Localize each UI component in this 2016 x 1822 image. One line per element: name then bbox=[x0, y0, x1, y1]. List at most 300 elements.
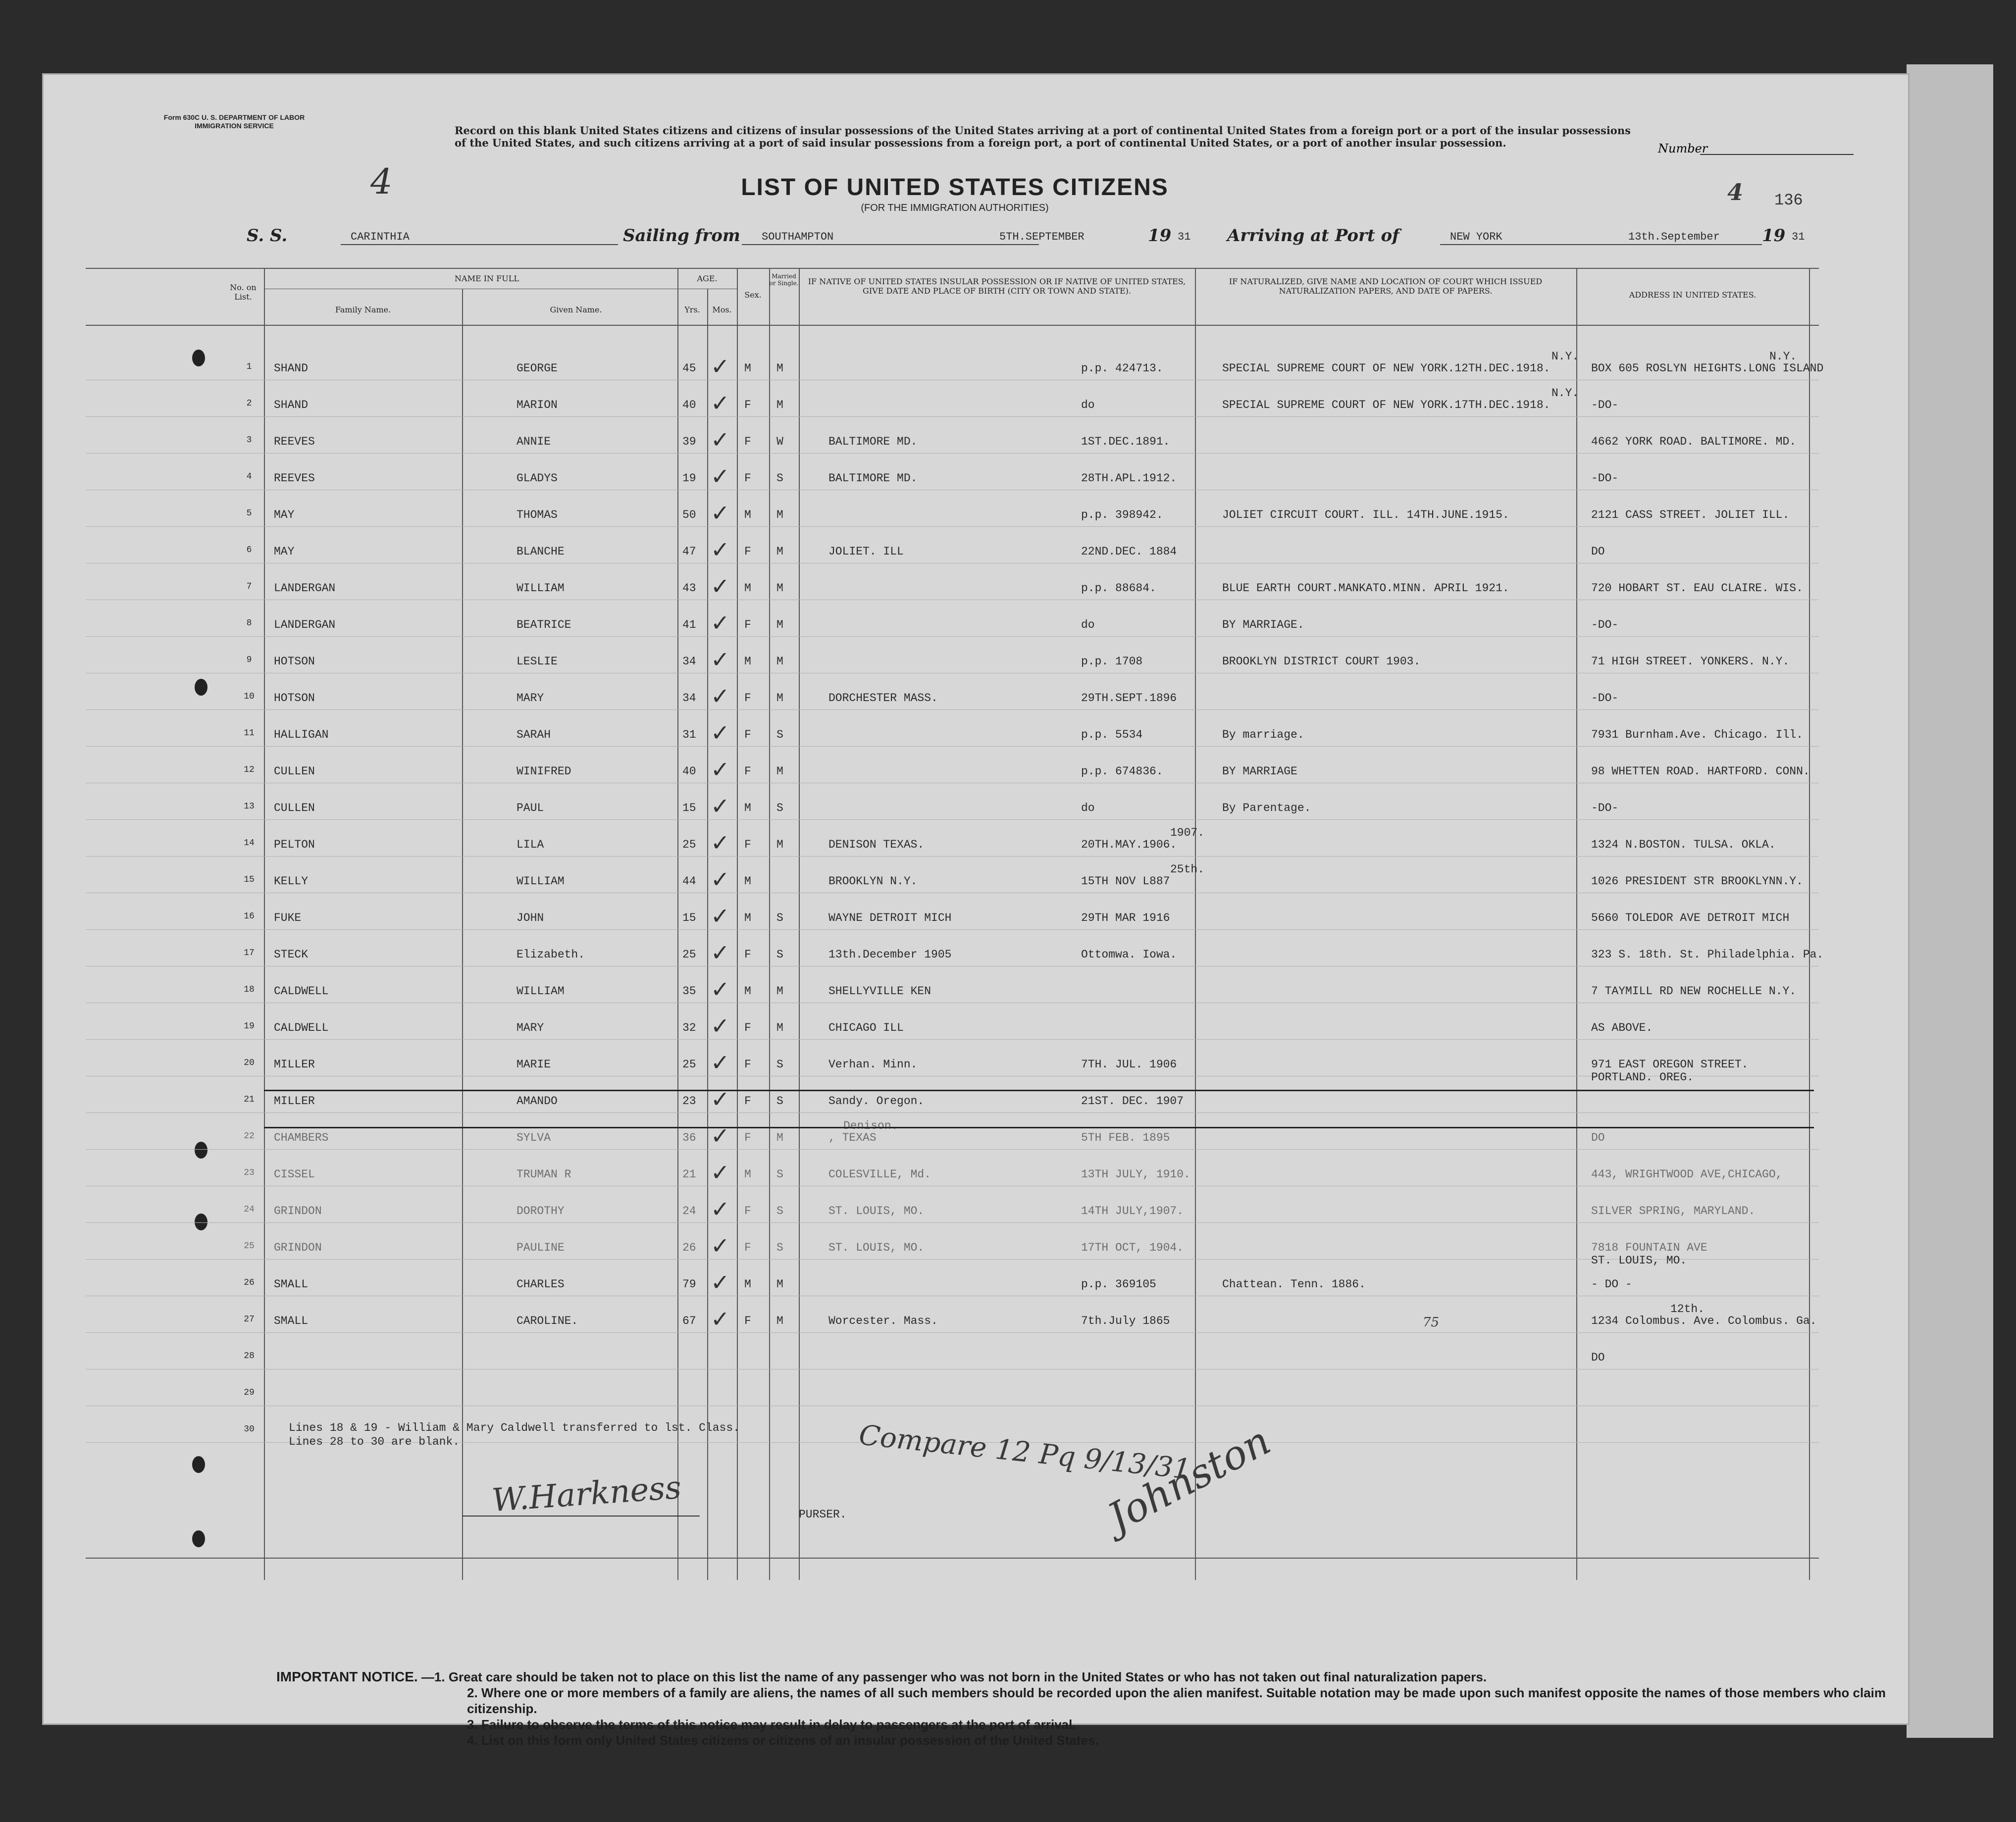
cell-sex: M bbox=[744, 1168, 751, 1181]
cell-nat-court: JOLIET CIRCUIT COURT. ILL. 14TH.JUNE.1915. bbox=[1222, 508, 1509, 521]
cell-family: SHAND bbox=[274, 399, 309, 411]
checkmark-icon: ✓ bbox=[711, 353, 730, 380]
strike-line-19 bbox=[264, 1127, 1814, 1128]
cell-address: -DO- bbox=[1591, 618, 1619, 631]
cell-sex: F bbox=[744, 838, 751, 851]
cell-given: WILLIAM bbox=[517, 875, 565, 888]
cell-birth-date: 21ST. DEC. 1907 bbox=[1081, 1095, 1184, 1108]
cell-sex: F bbox=[744, 728, 751, 741]
cell-family: CALDWELL bbox=[274, 1021, 329, 1034]
cell-sex: F bbox=[744, 692, 751, 705]
col-header-name: NAME IN FULL bbox=[455, 274, 519, 283]
cell-address: 5660 TOLEDOR AVE DETROIT MICH bbox=[1591, 911, 1790, 924]
number-line bbox=[1700, 154, 1854, 155]
cell-given: WILLIAM bbox=[517, 985, 565, 998]
cell-family: KELLY bbox=[274, 875, 309, 888]
cell-birth-date: p.p. 674836. bbox=[1081, 765, 1163, 778]
row-divider bbox=[86, 526, 1819, 527]
cell-ms: M bbox=[776, 582, 783, 595]
cell-no: 14 bbox=[244, 838, 255, 848]
checkmark-icon: ✓ bbox=[711, 976, 730, 1003]
cell-yrs: 79 bbox=[682, 1278, 696, 1291]
cell-no: 25 bbox=[244, 1241, 255, 1251]
cell-given: PAULINE bbox=[517, 1241, 565, 1254]
cell-birth-place: WAYNE DETROIT MICH bbox=[828, 911, 952, 924]
cell-given: MARIE bbox=[517, 1058, 551, 1071]
cell-birth-place: Worcester. Mass. bbox=[828, 1315, 938, 1327]
strike-line-18 bbox=[264, 1090, 1814, 1091]
cell-given: SARAH bbox=[517, 728, 551, 741]
row-divider bbox=[86, 1149, 1819, 1150]
page-edge bbox=[1907, 64, 1993, 1738]
cell-no: 21 bbox=[244, 1095, 255, 1105]
cell-ms: M bbox=[776, 508, 783, 521]
checkmark-icon: ✓ bbox=[711, 1269, 730, 1296]
cell-ms: M bbox=[776, 838, 783, 851]
cell-family: SMALL bbox=[274, 1315, 309, 1327]
cell-yrs: 35 bbox=[682, 985, 696, 998]
cell-given: THOMAS bbox=[517, 508, 558, 521]
cell-given: CHARLES bbox=[517, 1278, 565, 1291]
arriving-year: 31 bbox=[1792, 231, 1805, 243]
checkmark-icon: ✓ bbox=[711, 1159, 730, 1186]
cell-family: SHAND bbox=[274, 362, 309, 375]
cell-family: SMALL bbox=[274, 1278, 309, 1291]
cell-address: AS ABOVE. bbox=[1591, 1021, 1653, 1034]
cell-family: CULLEN bbox=[274, 802, 315, 814]
cell-no: 28 bbox=[244, 1351, 255, 1361]
cell-no: 4 bbox=[246, 472, 252, 482]
cell-birth-place: BROOKLYN N.Y. bbox=[828, 875, 918, 888]
cell-sex: M bbox=[744, 911, 751, 924]
cell-sex: F bbox=[744, 545, 751, 558]
col-header-given: Given Name. bbox=[550, 305, 602, 314]
page-title: LIST OF UNITED STATES CITIZENS bbox=[741, 174, 1169, 201]
cell-yrs: 15 bbox=[682, 911, 696, 924]
cell-nat-court: BLUE EARTH COURT.MANKATO.MINN. APRIL 1921. bbox=[1222, 582, 1509, 595]
cell-ms: M bbox=[776, 1278, 783, 1291]
cell-birth-date: 15TH NOV L887 bbox=[1081, 875, 1170, 888]
cell-nat-court: BY MARRIAGE bbox=[1222, 765, 1297, 778]
cell-address: -DO- bbox=[1591, 692, 1619, 705]
cell-birth-place: Sandy. Oregon. bbox=[828, 1095, 925, 1108]
cell-yrs: 43 bbox=[682, 582, 696, 595]
cell-family: CALDWELL bbox=[274, 985, 329, 998]
cell-address: DO bbox=[1591, 1351, 1605, 1364]
cell-nat-court: SPECIAL SUPREME COURT OF NEW YORK.17TH.DEC.1918. bbox=[1222, 399, 1551, 411]
checkmark-icon: ✓ bbox=[711, 683, 730, 709]
cell-birth-date: 17TH OCT, 1904. bbox=[1081, 1241, 1184, 1254]
checkmark-icon: ✓ bbox=[711, 646, 730, 673]
sailing-year: 31 bbox=[1178, 231, 1191, 243]
cell-given: LESLIE bbox=[517, 655, 558, 668]
checkmark-icon: ✓ bbox=[711, 426, 730, 453]
cell-yrs: 40 bbox=[682, 399, 696, 411]
cell-family: CISSEL bbox=[274, 1168, 315, 1181]
row-divider bbox=[86, 929, 1819, 930]
cell-sex: M bbox=[744, 985, 751, 998]
cell-nat-note: N.Y. bbox=[1551, 350, 1579, 363]
cell-sex: M bbox=[744, 875, 751, 888]
row-divider bbox=[86, 819, 1819, 820]
cell-birth-date: 14TH JULY,1907. bbox=[1081, 1205, 1184, 1217]
cell-address: 1234 Colombus. Ave. Colombus. Ga. bbox=[1591, 1315, 1817, 1327]
cell-sex: M bbox=[744, 508, 751, 521]
form-code: 14-606 bbox=[1841, 1753, 1863, 1760]
cell-birth-date: 29TH MAR 1916 bbox=[1081, 911, 1170, 924]
page-subtitle: (FOR THE IMMIGRATION AUTHORITIES) bbox=[861, 202, 1049, 213]
cell-yrs: 36 bbox=[682, 1131, 696, 1144]
cell-address: 1026 PRESIDENT STR BROOKLYNN.Y. bbox=[1591, 875, 1803, 888]
cell-yrs: 34 bbox=[682, 655, 696, 668]
cell-nat-note: N.Y. bbox=[1551, 387, 1579, 400]
checkmark-icon: ✓ bbox=[711, 1086, 730, 1113]
cell-ms: M bbox=[776, 692, 783, 705]
cell-nat-court: BROOKLYN DISTRICT COURT 1903. bbox=[1222, 655, 1421, 668]
checkmark-icon: ✓ bbox=[711, 1049, 730, 1076]
cell-address: DO bbox=[1591, 1131, 1605, 1144]
cell-ms: S bbox=[776, 948, 783, 961]
transfer-note: Lines 18 & 19 - William & Mary Caldwell transferred to lst. Class. bbox=[289, 1421, 740, 1434]
cell-birth-place: 13th.December 1905 bbox=[828, 948, 952, 961]
ss-label: S. S. bbox=[247, 226, 288, 246]
cell-address: 7 TAYMILL RD NEW ROCHELLE N.Y. bbox=[1591, 985, 1797, 998]
cell-birth-date: 22ND.DEC. 1884 bbox=[1081, 545, 1177, 558]
cell-birth-date: 1ST.DEC.1891. bbox=[1081, 435, 1170, 448]
cell-nat-court: By Parentage. bbox=[1222, 802, 1311, 814]
notice-item-2: 2. Where one or more members of a family are aliens, the names of all such members should be recorded upon the alien manifest. Suitable notation may be made upon such manifest opposite the names of those members who claim citizenship. bbox=[467, 1685, 1886, 1716]
cell-birth-date: Ottomwa. Iowa. bbox=[1081, 948, 1177, 961]
col-header-birth: IF NATIVE OF UNITED STATES INSULAR POSSESSION OR IF NATIVE OF UNITED STATES, GIVE DATE AND PLACE OF BIRTH (CITY OR TOWN AND STATE). bbox=[808, 277, 1186, 296]
row-divider bbox=[86, 856, 1819, 857]
cell-birth-place: JOLIET. ILL bbox=[828, 545, 904, 558]
cell-yrs: 32 bbox=[682, 1021, 696, 1034]
ship-underline bbox=[341, 244, 618, 245]
cell-ms: S bbox=[776, 1095, 783, 1108]
cell-address: - DO - bbox=[1591, 1278, 1632, 1291]
cell-sex: F bbox=[744, 1205, 751, 1217]
cell-no: 22 bbox=[244, 1131, 255, 1141]
cell-sex: F bbox=[744, 435, 751, 448]
cell-no: 6 bbox=[246, 545, 252, 555]
cell-birth-place: SHELLYVILLE KEN bbox=[828, 985, 931, 998]
cell-address-note: 12th. bbox=[1670, 1303, 1705, 1316]
row-divider bbox=[86, 709, 1819, 710]
checkmark-icon: ✓ bbox=[711, 1012, 730, 1039]
blank-lines-note: Lines 28 to 30 are blank. bbox=[289, 1435, 460, 1448]
checkmark-icon: ✓ bbox=[711, 829, 730, 856]
cell-no: 11 bbox=[244, 728, 255, 738]
cell-family: LANDERGAN bbox=[274, 582, 336, 595]
sailing-date: 5TH.SEPTEMBER bbox=[999, 231, 1085, 243]
cell-sex: F bbox=[744, 472, 751, 485]
cell-birth-note: 1907. bbox=[1170, 826, 1205, 839]
sheet-number-sub: 136 bbox=[1774, 191, 1803, 209]
cell-no: 30 bbox=[244, 1424, 255, 1434]
cell-family: HOTSON bbox=[274, 692, 315, 705]
cell-no: 18 bbox=[244, 985, 255, 995]
checkmark-icon: ✓ bbox=[711, 1232, 730, 1259]
cell-address: 443, WRIGHTWOOD AVE,CHICAGO, bbox=[1591, 1168, 1783, 1181]
cell-birth-place: ST. LOUIS, MO. bbox=[828, 1241, 925, 1254]
cell-no: 2 bbox=[246, 399, 252, 408]
cell-birth-place: CHICAGO ILL bbox=[828, 1021, 904, 1034]
cell-sex: F bbox=[744, 1021, 751, 1034]
cell-ms: S bbox=[776, 1168, 783, 1181]
col-header-address: ADDRESS IN UNITED STATES. bbox=[1629, 290, 1757, 300]
checkmark-icon: ✓ bbox=[711, 939, 730, 966]
cell-birth-date: 20TH.MAY.1906. bbox=[1081, 838, 1177, 851]
cell-nat-court: BY MARRIAGE. bbox=[1222, 618, 1304, 631]
checkmark-icon: ✓ bbox=[711, 719, 730, 746]
cell-no: 23 bbox=[244, 1168, 255, 1178]
cell-yrs: 25 bbox=[682, 838, 696, 851]
cell-address: -DO- bbox=[1591, 399, 1619, 411]
cell-no: 13 bbox=[244, 802, 255, 811]
cell-no: 12 bbox=[244, 765, 255, 775]
cell-yrs: 67 bbox=[682, 1315, 696, 1327]
cell-address-note: N.Y. bbox=[1769, 350, 1797, 363]
sailing-year-prefix: 19 bbox=[1148, 226, 1172, 246]
checkmark-icon: ✓ bbox=[711, 866, 730, 893]
cell-birth-date: p.p. 369105 bbox=[1081, 1278, 1156, 1291]
cell-ms: M bbox=[776, 655, 783, 668]
cell-yrs: 24 bbox=[682, 1205, 696, 1217]
cell-address: 7818 FOUNTAIN AVE bbox=[1591, 1241, 1707, 1254]
cell-birth-date: 28TH.APL.1912. bbox=[1081, 472, 1177, 485]
checkmark-icon: ✓ bbox=[711, 1196, 730, 1222]
cell-yrs: 39 bbox=[682, 435, 696, 448]
cell-address: 1324 N.BOSTON. TULSA. OKLA. bbox=[1591, 838, 1776, 851]
sailing-port: SOUTHAMPTON bbox=[762, 231, 834, 243]
small-mark: 75 bbox=[1423, 1315, 1440, 1330]
cell-yrs: 25 bbox=[682, 948, 696, 961]
checkmark-icon: ✓ bbox=[711, 536, 730, 563]
cell-nat-court: Chattean. Tenn. 1886. bbox=[1222, 1278, 1366, 1291]
cell-ms: S bbox=[776, 802, 783, 814]
cell-given: MARY bbox=[517, 1021, 544, 1034]
cell-given: LILA bbox=[517, 838, 544, 851]
cell-ms: M bbox=[776, 399, 783, 411]
cell-sex: F bbox=[744, 948, 751, 961]
cell-ms: M bbox=[776, 362, 783, 375]
checkmark-icon: ✓ bbox=[711, 609, 730, 636]
cell-yrs: 47 bbox=[682, 545, 696, 558]
col-header-yrs: Yrs. bbox=[684, 305, 700, 314]
number-label: Number bbox=[1658, 142, 1708, 155]
cell-address: 2121 CASS STREET. JOLIET ILL. bbox=[1591, 508, 1790, 521]
cell-birth-date: do bbox=[1081, 802, 1095, 814]
checkmark-icon: ✓ bbox=[711, 1122, 730, 1149]
row-divider bbox=[86, 1332, 1819, 1333]
sheet-number: 4 bbox=[1727, 179, 1744, 205]
purser-signature: W.Harkness bbox=[490, 1469, 683, 1519]
col-header-no: No. on List. bbox=[230, 283, 257, 302]
cell-family: PELTON bbox=[274, 838, 315, 851]
cell-family: FUKE bbox=[274, 911, 302, 924]
cell-no: 9 bbox=[246, 655, 252, 665]
cell-ms: M bbox=[776, 618, 783, 631]
cell-given: GLADYS bbox=[517, 472, 558, 485]
cell-no: 29 bbox=[244, 1388, 255, 1398]
important-notice bbox=[276, 1669, 1911, 1748]
row-divider bbox=[86, 453, 1819, 454]
row-divider bbox=[86, 636, 1819, 637]
checkmark-icon: ✓ bbox=[711, 756, 730, 783]
cell-birth-place: DENISON TEXAS. bbox=[828, 838, 925, 851]
cell-family: GRINDON bbox=[274, 1241, 322, 1254]
col-header-age: AGE. bbox=[697, 274, 718, 283]
cell-sex: F bbox=[744, 618, 751, 631]
cell-given: SYLVA bbox=[517, 1131, 551, 1144]
cell-yrs: 41 bbox=[682, 618, 696, 631]
cell-given: BLANCHE bbox=[517, 545, 565, 558]
notice-item-1 bbox=[276, 1669, 1911, 1685]
cell-address: BOX 605 ROSLYN HEIGHTS.LONG ISLAND bbox=[1591, 362, 1824, 375]
cell-no: 7 bbox=[246, 582, 252, 592]
purser-label: PURSER. bbox=[799, 1508, 847, 1521]
cell-yrs: 44 bbox=[682, 875, 696, 888]
arriving-year-prefix: 19 bbox=[1762, 226, 1786, 246]
cell-ms: M bbox=[776, 765, 783, 778]
cell-birth-date: p.p. 88684. bbox=[1081, 582, 1156, 595]
cell-birth-date: 13TH JULY, 1910. bbox=[1081, 1168, 1190, 1181]
cell-family: CULLEN bbox=[274, 765, 315, 778]
cell-birth-date: p.p. 5534 bbox=[1081, 728, 1143, 741]
cell-birth-date: p.p. 424713. bbox=[1081, 362, 1163, 375]
arriving-label: Arriving at Port of bbox=[1227, 226, 1399, 246]
cell-ms: M bbox=[776, 545, 783, 558]
cell-no: 26 bbox=[244, 1278, 255, 1288]
cell-family: MAY bbox=[274, 508, 295, 521]
cell-no: 15 bbox=[244, 875, 255, 885]
cell-birth-date: 5TH FEB. 1895 bbox=[1081, 1131, 1170, 1144]
cell-address: 98 WHETTEN ROAD. HARTFORD. CONN. bbox=[1591, 765, 1810, 778]
cell-no: 17 bbox=[244, 948, 255, 958]
cell-yrs: 19 bbox=[682, 472, 696, 485]
cell-sex: F bbox=[744, 1095, 751, 1108]
cell-yrs: 31 bbox=[682, 728, 696, 741]
sailing-label: Sailing from bbox=[623, 226, 740, 246]
cell-given: GEORGE bbox=[517, 362, 558, 375]
cell-no: 1 bbox=[246, 362, 252, 372]
notice-heading: IMPORTANT NOTICE. bbox=[276, 1669, 418, 1684]
row-divider bbox=[86, 1039, 1819, 1040]
arriving-date: 13th.September bbox=[1628, 231, 1720, 243]
cell-yrs: 45 bbox=[682, 362, 696, 375]
cell-birth-date: 7th.July 1865 bbox=[1081, 1315, 1170, 1327]
cell-yrs: 26 bbox=[682, 1241, 696, 1254]
cell-ms: M bbox=[776, 985, 783, 998]
cell-ms: M bbox=[776, 1021, 783, 1034]
cell-no: 3 bbox=[246, 435, 252, 445]
cell-sex: M bbox=[744, 802, 751, 814]
cell-address-note: PORTLAND. OREG. bbox=[1591, 1071, 1694, 1084]
checkmark-icon: ✓ bbox=[711, 903, 730, 929]
cell-birth-date: do bbox=[1081, 399, 1095, 411]
cell-birth-place: BALTIMORE MD. bbox=[828, 472, 918, 485]
cell-address: 7931 Burnham.Ave. Chicago. Ill. bbox=[1591, 728, 1803, 741]
notice-text-1: —1. Great care should be taken not to place on this list the name of any passenger who was not born in the United States or who has not taken out final naturalization papers. bbox=[421, 1670, 1487, 1684]
col-header-sex: Sex. bbox=[744, 290, 762, 300]
cell-family: HOTSON bbox=[274, 655, 315, 668]
cell-family: GRINDON bbox=[274, 1205, 322, 1217]
ship-name: CARINTHIA bbox=[351, 231, 410, 243]
cell-given: BEATRICE bbox=[517, 618, 571, 631]
checkmark-icon: ✓ bbox=[711, 793, 730, 819]
cell-yrs: 15 bbox=[682, 802, 696, 814]
cell-given: PAUL bbox=[517, 802, 544, 814]
cell-address: -DO- bbox=[1591, 802, 1619, 814]
cell-birth-note: Denison. bbox=[843, 1119, 898, 1132]
cell-nat-court: SPECIAL SUPREME COURT OF NEW YORK.12TH.DEC.1918. bbox=[1222, 362, 1551, 375]
row-divider bbox=[86, 1259, 1819, 1260]
cell-sex: M bbox=[744, 582, 751, 595]
cell-no: 20 bbox=[244, 1058, 255, 1068]
cell-given: TRUMAN R bbox=[517, 1168, 571, 1181]
cell-given: ANNIE bbox=[517, 435, 551, 448]
cell-birth-place: , TEXAS bbox=[828, 1131, 877, 1144]
cell-given: Elizabeth. bbox=[517, 948, 585, 961]
checkmark-icon: ✓ bbox=[711, 1306, 730, 1332]
cell-sex: F bbox=[744, 1058, 751, 1071]
cell-yrs: 25 bbox=[682, 1058, 696, 1071]
cell-birth-place: DORCHESTER MASS. bbox=[828, 692, 938, 705]
col-header-family: Family Name. bbox=[335, 305, 391, 314]
cell-given: AMANDO bbox=[517, 1095, 558, 1108]
cell-birth-date: 7TH. JUL. 1906 bbox=[1081, 1058, 1177, 1071]
cell-given: MARY bbox=[517, 692, 544, 705]
cell-family: MAY bbox=[274, 545, 295, 558]
handwritten-compare-note: Compare 12 Pq 9/13/31 bbox=[857, 1419, 1192, 1486]
cell-address: 71 HIGH STREET. YONKERS. N.Y. bbox=[1591, 655, 1790, 668]
cell-address: -DO- bbox=[1591, 472, 1619, 485]
notice-item-4: 4. List on this form only United States citizens or citizens of an insular possession of the United States. bbox=[467, 1733, 1099, 1748]
cell-family: CHAMBERS bbox=[274, 1131, 329, 1144]
cell-given: WILLIAM bbox=[517, 582, 565, 595]
checkmark-icon: ✓ bbox=[711, 463, 730, 490]
cell-family: MILLER bbox=[274, 1095, 315, 1108]
cell-address: 971 EAST OREGON STREET. bbox=[1591, 1058, 1749, 1071]
cell-family: STECK bbox=[274, 948, 309, 961]
manifest-page bbox=[42, 73, 1910, 1760]
cell-sex: F bbox=[744, 399, 751, 411]
row-divider bbox=[86, 746, 1819, 747]
cell-ms: M bbox=[776, 1131, 783, 1144]
form-instructions: Record on this blank United States citizens and citizens of insular possessions of the United States arriving at a port of continental United States from a foreign port or a port of the insular possessions of the United States, and such citizens arriving at a port of said insular possessions from a foreign port, a port of continental United States, or a port of another insular possession. bbox=[455, 124, 1631, 149]
cell-no: 19 bbox=[244, 1021, 255, 1031]
col-header-married: Married or Single. bbox=[769, 273, 799, 287]
cell-no: 16 bbox=[244, 911, 255, 921]
cell-birth-date: do bbox=[1081, 618, 1095, 631]
cell-address: 323 S. 18th. St. Philadelphia. Pa. bbox=[1591, 948, 1824, 961]
arriving-port: NEW YORK bbox=[1450, 231, 1502, 243]
cell-birth-date: p.p. 1708 bbox=[1081, 655, 1143, 668]
cell-ms: S bbox=[776, 1205, 783, 1217]
cell-address-note: ST. LOUIS, MO. bbox=[1591, 1254, 1687, 1267]
cell-ms: S bbox=[776, 911, 783, 924]
checkmark-icon: ✓ bbox=[711, 390, 730, 416]
cell-sex: M bbox=[744, 362, 751, 375]
cell-family: REEVES bbox=[274, 472, 315, 485]
cell-yrs: 21 bbox=[682, 1168, 696, 1181]
cell-birth-date: 29TH.SEPT.1896 bbox=[1081, 692, 1177, 705]
handwritten-mark: 4 bbox=[370, 161, 393, 202]
cell-ms: S bbox=[776, 1241, 783, 1254]
row-divider bbox=[86, 416, 1819, 417]
checkmark-icon: ✓ bbox=[711, 573, 730, 600]
cell-no: 10 bbox=[244, 692, 255, 702]
